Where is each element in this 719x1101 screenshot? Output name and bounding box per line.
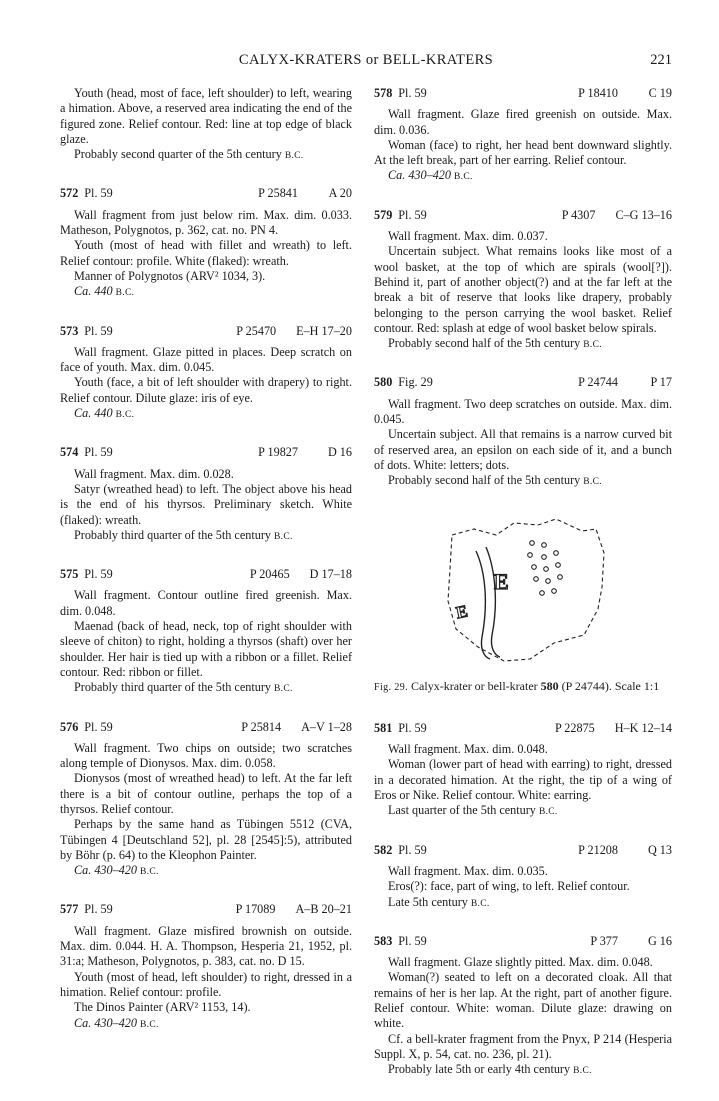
date-text: Ca. 430–420 [388,168,451,183]
date-text: Ca. 430–420 [74,1015,137,1030]
date-text: Ca. 430–420 [74,863,137,878]
catalogue-entry [60,902,352,1032]
catalogue-entry [374,721,672,821]
entry-header [374,721,672,736]
entry-paragraph: The Dinos Painter (ARV² 1153, 14). [74,1000,251,1015]
entry-date [60,147,352,164]
entry-number: 582 [374,842,393,857]
entry-paragraph: Wall fragment. Two deep scratches on outside. Max. dim. 0.045. [374,396,672,427]
running-title: CALYX-KRATERS or BELL-KRATERS [238,52,494,68]
catalogue-entry [60,324,352,424]
era-label: B.C. [583,477,602,488]
entry-paragraph: Eros(?): face, part of wing, to left. Relief contour. [388,879,630,894]
plate-ref: Pl. 59 [84,719,113,734]
caption-cat-number: 580 [540,678,559,693]
entry-paragraph: Wall fragment from just below rim. Max. dim. 0.033. Matheson, Polygnotos, p. 362, cat. no. PN 4. [60,207,352,238]
entry-number: 577 [60,902,79,917]
entry-paragraph: Youth (most of head, left shoulder) to right, dressed in a himation. Relief contour: profile. [60,969,352,999]
entry-paragraph [374,473,672,490]
era-label: B.C. [115,410,135,421]
plate-ref: Pl. 59 [84,186,113,201]
entry-header [374,375,672,390]
grid-ref: P 17 [650,375,672,390]
grid-ref: A–B 20–21 [295,902,352,917]
date-text: Late 5th century [388,894,468,909]
plate-ref: Pl. 59 [398,842,427,857]
entry-date [60,863,352,880]
date-text: Probably late 5th or early 4th century [388,1062,571,1077]
entry-paragraph: Wall fragment. Glaze slightly pitted. Max. dim. 0.048. [388,955,653,970]
left-entries-list [60,186,352,1032]
entry-header [60,720,352,735]
inventory-number: P 377 [590,933,618,948]
inventory-number: P 25814 [241,719,282,734]
entry-paragraph: Wall fragment. Two chips on outside; two scratches along temple of Dionysos. Max. dim. 0.058. [60,740,352,771]
plate-ref: Pl. 59 [398,207,427,222]
entry-paragraph: Wall fragment. Contour outline fired greenish. Max. dim. 0.048. [60,588,352,618]
plate-ref: Pl. 59 [84,323,113,338]
catalogue-entry [374,843,672,912]
grid-ref: H–K 12–14 [614,720,672,735]
entry-date [60,1016,352,1033]
entry-header [374,208,672,223]
catalogue-entry [60,445,352,545]
caption-tail: (P 24744). Scale 1:1 [561,678,660,693]
entry-number: 578 [374,86,393,100]
era-label: B.C. [140,1019,159,1030]
date-text: Ca. 440 [74,406,113,421]
catalogue-entry [374,375,672,490]
plate-ref: Pl. 59 [84,445,113,460]
inventory-number: P 18410 [578,86,618,100]
page-header [60,52,672,72]
catalogue-entry [374,208,672,354]
entry-header [60,186,352,201]
entry-paragraph: Wall fragment. Glaze misfired brownish on outside. Max. dim. 0.044. H. A. Thompson, Hesperia 21, 1952, pl. 31:a; Matheson, Polygnotos, p. 383, cat. no. D 15. [60,923,352,969]
entry-paragraph [374,336,672,353]
inventory-number: P 21208 [578,842,618,857]
entry-paragraph: Perhaps by the same hand as Tübingen 5512 (CVA, Tübingen 4 [Deutschland 52], pl. 28 [2545]:5), attributed by Böhr (p. 64) to the Kleophon Painter. [60,817,352,862]
era-label: B.C. [115,288,135,299]
page-number: 221 [650,52,672,68]
entry-paragraph: Uncertain subject. All that remains is a narrow curved bit of reserved area, an epsilon on each side of it, and a bunch of dots. White: letters; dots. [374,427,672,472]
era-label: B.C. [274,684,293,695]
era-label: B.C. [454,172,473,183]
era-label: B.C. [470,898,490,909]
entry-paragraph [60,680,352,697]
grid-ref: D 16 [327,445,352,460]
era-label: B.C. [573,1066,592,1077]
plate-ref: Pl. 59 [84,567,113,582]
entry-header [60,324,352,339]
entry-header [60,445,352,460]
entry-paragraph: Woman (face) to right, her head bent downward slightly. At the left break, part of her earring. Relief contour. [374,137,672,168]
catalogue-entry [374,86,672,186]
entry-header [374,843,672,858]
continued-entry [60,86,352,164]
entry-paragraph: Manner of Polygnotos (ARV² 1034, 3). [74,268,266,283]
entry-paragraph: Wall fragment. Max. dim. 0.037. [388,229,548,244]
entry-paragraph: Youth (most of head with fillet and wreath) to left. Relief contour: profile. White (flaked): wreath. [60,238,352,268]
entry-paragraph [374,803,672,820]
entry-number: 573 [60,323,79,338]
inventory-number: P 4307 [561,207,596,222]
entry-paragraph: Uncertain subject. What remains looks like most of a wool basket, at the top of which are spirals (wool[?]). Behind it, part of another object(?) and at the far left at the break a bit of reserve that looks like drapery, probably belonging to the person carrying the wool basket. Relief contour. Red: splash at edge of wool basket below spirals. [374,244,672,335]
date-text: Last quarter of the 5th century [388,803,536,818]
plate-ref: Fig. 29 [398,375,433,390]
inventory-number: P 24744 [578,375,618,390]
entry-header [374,934,672,949]
inventory-number: P 22875 [554,720,595,735]
reserved-band-left [476,551,490,659]
right-entries-bottom-list [374,721,672,1080]
entry-date [60,284,352,301]
left-column [60,86,352,1055]
entry-paragraph: Cf. a bell-krater fragment from the Pnyx, P 214 (Hesperia Suppl. X, p. 54, cat. no. 236, pl. 21). [374,1031,672,1061]
entry-date [60,406,352,423]
plate-ref: Pl. 59 [84,902,113,917]
entry-paragraph: Satyr (wreathed head) to left. The object above his head is the end of his thyrsos. Preliminary sketch. White (flaked): wreath. [60,481,352,527]
entry-paragraph: Youth (face, a bit of left shoulder with drapery) to right. Relief contour. Dilute glaze: iris of eye. [60,375,352,405]
reserved-band-right [486,547,500,657]
entry-number: 583 [374,933,393,948]
entry-paragraph: Wall fragment. Max. dim. 0.028. [74,466,234,481]
catalogue-entry [60,567,352,697]
entry-header [60,567,352,582]
grid-ref: A–V 1–28 [301,719,352,734]
plate-ref: Pl. 59 [398,720,427,735]
inventory-number: P 19827 [258,445,298,460]
figure-label: Fig. 29. [374,681,409,693]
caption-text: Calyx-krater or bell-krater [411,678,538,693]
inventory-number: P 25470 [236,323,277,338]
inventory-number: P 17089 [235,902,276,917]
date-text: Probably third quarter of the 5th century [74,527,271,542]
entry-paragraph: Woman (lower part of head with earring) to right, dressed in a decorated himation. At the right, the tip of a wing of Eros or Nike. Relief contour. White: earring. [374,757,672,803]
entry-number: 572 [60,186,79,201]
entry-paragraph [374,1062,672,1079]
entry-paragraph: Wall fragment. Max. dim. 0.035. [388,863,548,878]
grid-ref: C 19 [648,86,672,100]
inventory-number: P 20465 [249,567,290,582]
inventory-number: P 25841 [258,186,298,201]
dot-cluster [528,540,563,595]
grid-ref: D 17–18 [309,567,352,582]
plate-ref: Pl. 59 [398,86,427,100]
catalogue-entry [60,186,352,301]
grid-ref: A 20 [328,186,352,201]
entry-number: 579 [374,207,393,222]
right-column [374,86,672,1101]
entry-paragraph [60,528,352,545]
date-text: Probably second half of the 5th century [388,473,581,488]
entry-paragraph: Wall fragment. Glaze fired greenish on outside. Max. dim. 0.036. [374,107,672,137]
grid-ref: E–H 17–20 [296,323,352,338]
era-label: B.C. [583,340,602,351]
entry-paragraph [374,895,672,912]
grid-ref: C–G 13–16 [615,207,672,222]
date-text: Probably second quarter of the 5th century [74,147,282,162]
entry-header [60,902,352,917]
date-text: Probably third quarter of the 5th century [74,680,271,695]
date-text: Ca. 440 [74,284,113,299]
entry-header [374,86,672,101]
epsilon-right: E [494,568,509,594]
catalogue-entry [60,720,352,881]
entry-number: 576 [60,719,79,734]
epsilon-left: E [454,601,470,622]
entry-number: 580 [374,375,393,390]
fragment-drawing [434,513,624,673]
plate-ref: Pl. 59 [398,933,427,948]
entry-date [374,168,672,185]
entry-paragraph: Dionysos (most of wreathed head) to left. At the far left there is a bit of contour outline, perhaps the top of a thyrsos. Relief contour. [60,771,352,816]
entry-number: 574 [60,445,79,460]
grid-ref: G 16 [647,933,672,948]
entry-paragraph: Woman(?) seated to left on a decorated cloak. All that remains of her is her lap. At the right, part of another figure. Relief contour. White: woman. Dilute glaze: drawing on white. [374,970,672,1031]
entry-paragraph: Wall fragment. Max. dim. 0.048. [388,742,548,757]
era-label: B.C. [140,867,159,878]
figure-29-drawing [374,513,672,673]
entry-number: 575 [60,567,79,582]
break-outline [448,519,604,661]
date-text: Probably second half of the 5th century [388,336,581,351]
entry-paragraph: Wall fragment. Glaze pitted in places. Deep scratch on face of youth. Max. dim. 0.045. [60,344,352,375]
entry-paragraph: Youth (head, most of face, left shoulder) to left, wearing a himation. Above, a reserved area indicating the end of the figured zone. Relief contour. Red: line at top edge of black glaze. [60,86,352,146]
entry-number: 581 [374,720,393,735]
right-entries-top-list [374,86,672,491]
era-label: B.C. [274,531,293,542]
era-label: B.C. [284,151,304,162]
catalogue-entry [374,934,672,1080]
entry-paragraph: Maenad (back of head, neck, top of right shoulder with sleeve of chiton) to right, holding a thyrsos (shaft) over her shoulder. Her hair is tied up with a ribbon or a fillet. Relief contour. Red: ribbon or fillet. [60,619,352,679]
figure-caption [374,679,672,695]
era-label: B.C. [538,807,558,818]
grid-ref: Q 13 [647,842,672,857]
